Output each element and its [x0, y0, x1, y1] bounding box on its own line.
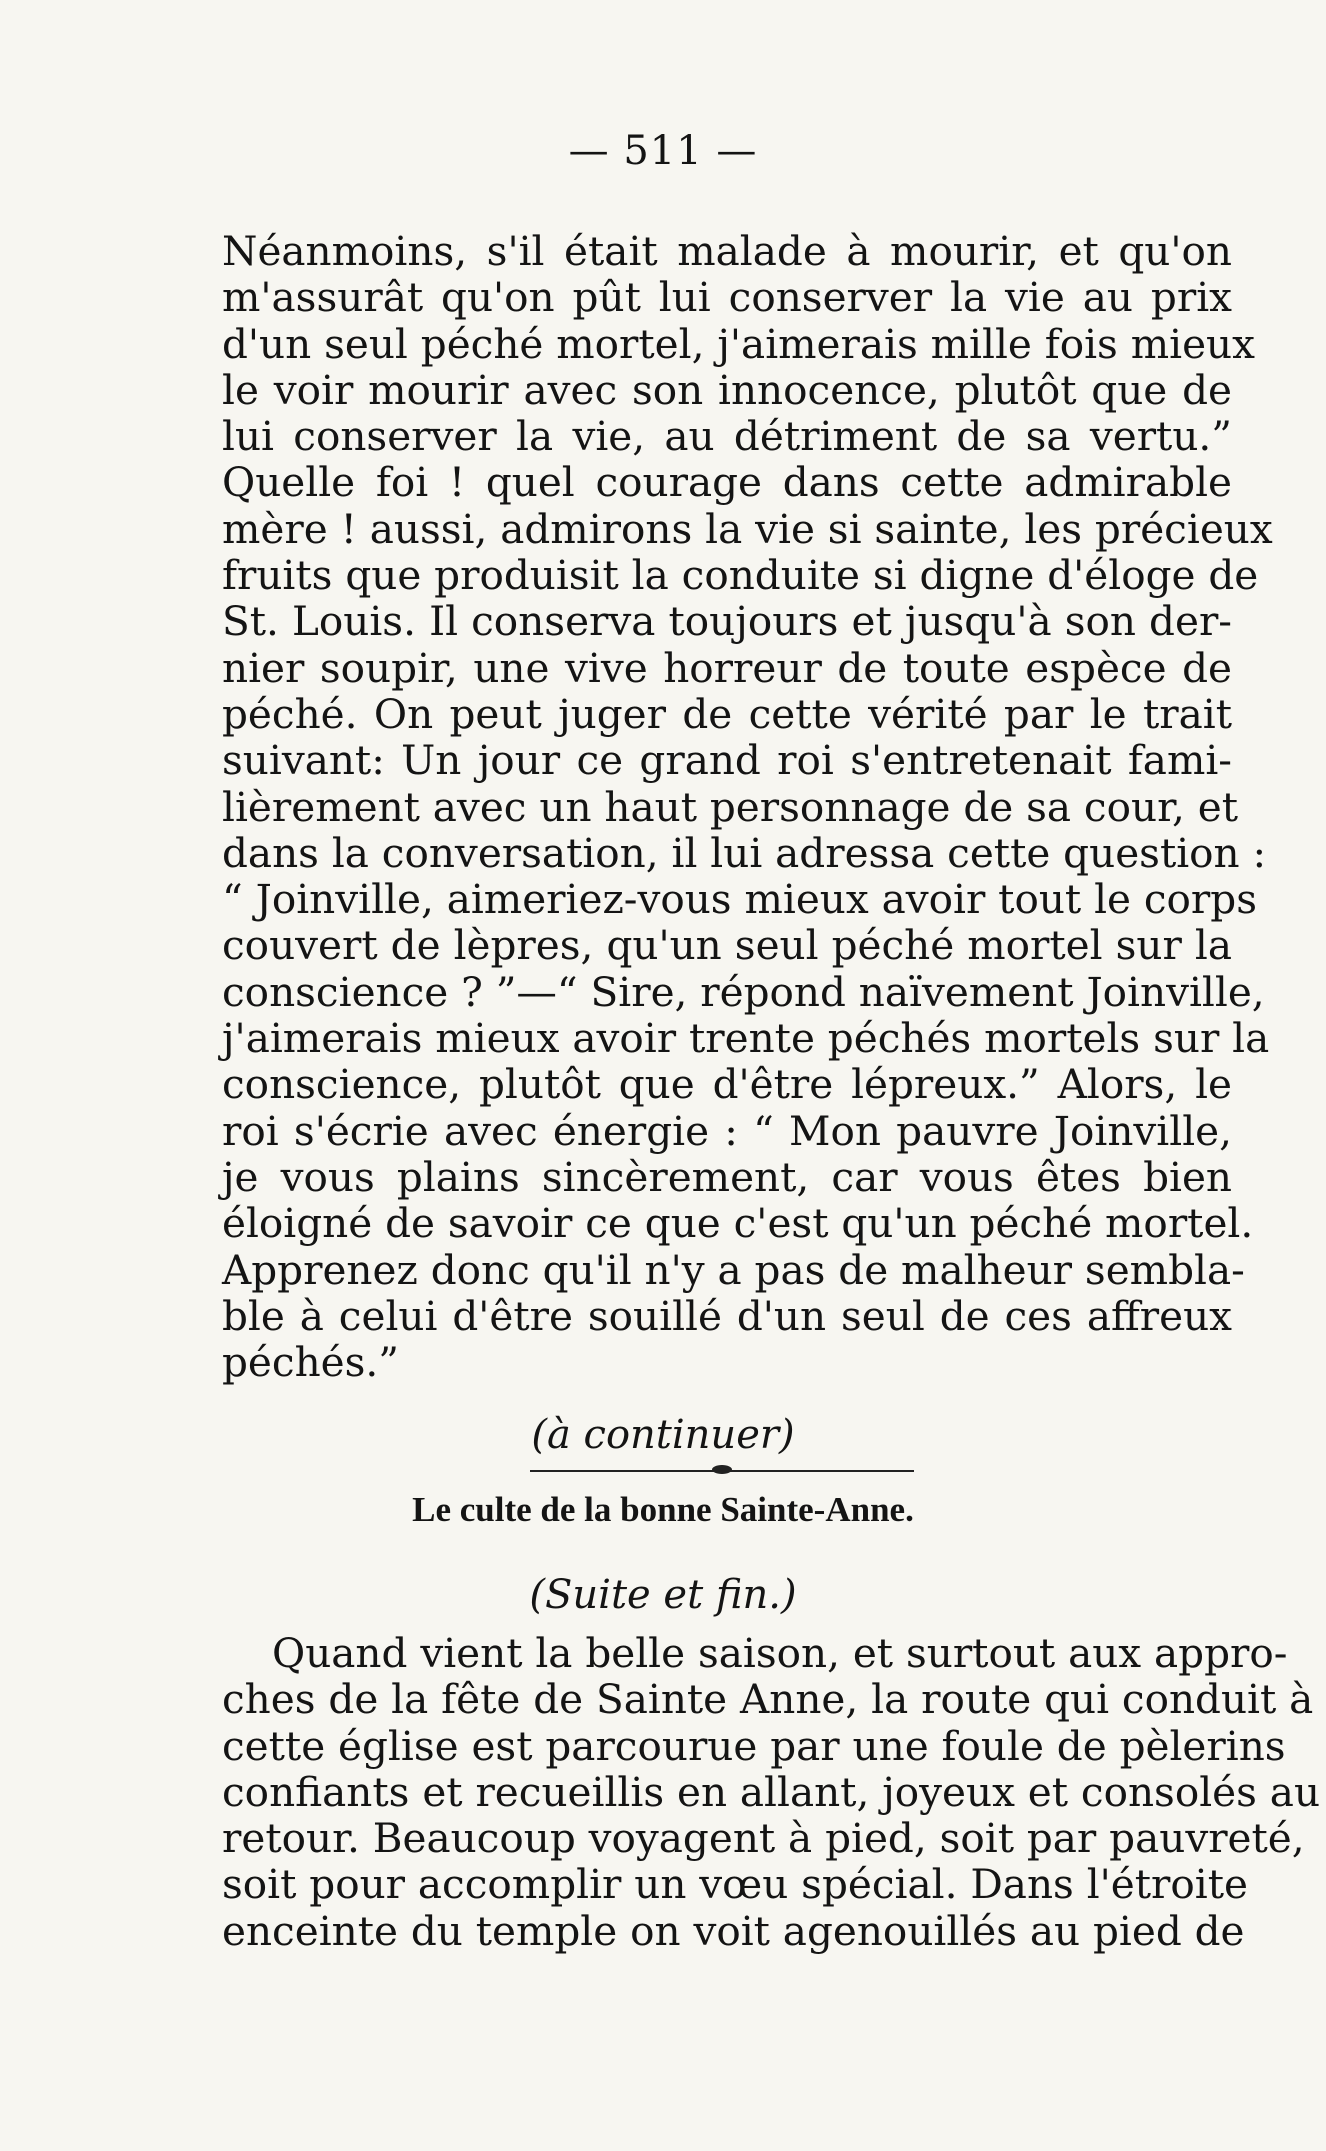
- section-title: Le culte de la bonne Sainte-Anne.: [412, 1490, 914, 1529]
- text-line: Quand vient la belle saison, et surtout aux appro-: [272, 1629, 1288, 1677]
- text-line: St. Louis. Il conserva toujours et jusqu'à son der-: [222, 597, 1232, 646]
- page-number: — 511 —: [568, 128, 758, 174]
- text-line: fruits que produisit la conduite si digne d'éloge de: [222, 551, 1259, 600]
- text-line: enceinte du temple on voit agenouillés au pied de: [222, 1906, 1245, 1955]
- text-line: cette église est parcourue par une foule de pèlerins: [222, 1721, 1286, 1770]
- text-line: éloigné de savoir ce que c'est qu'un péché mortel.: [222, 1199, 1254, 1248]
- divider-ornament: [712, 1465, 732, 1474]
- text-line: lui conserver la vie, au détriment de sa vertu.”: [222, 412, 1232, 461]
- text-line: Quelle foi ! quel courage dans cette admirable: [222, 458, 1232, 507]
- text-line: mère ! aussi, admirons la vie si sainte, les précieux: [222, 504, 1273, 553]
- text-line: lièrement avec un haut personnage de sa cour, et: [222, 782, 1238, 831]
- text-line: conscience ? ”—“ Sire, répond naïvement Joinville,: [222, 967, 1265, 1016]
- text-line: Apprenez donc qu'il n'y a pas de malheur sembla-: [222, 1245, 1245, 1294]
- text-line: le voir mourir avec son innocence, plutôt que de: [222, 365, 1232, 414]
- text-line: je vous plains sincèrement, car vous êtes bien: [222, 1152, 1232, 1201]
- text-line: péchés.”: [222, 1338, 399, 1387]
- text-line: “ Joinville, aimeriez-vous mieux avoir tout le corps: [222, 875, 1258, 924]
- paragraph-1: [222, 227, 1273, 1387]
- text-line: Néanmoins, s'il était malade à mourir, et qu'on: [222, 227, 1232, 275]
- text-line: m'assurât qu'on pût lui conserver la vie au prix: [222, 273, 1232, 322]
- text-line: j'aimerais mieux avoir trente péchés mortels sur la: [222, 1014, 1270, 1063]
- text-line: soit pour accomplir un vœu spécial. Dans l'étroite: [222, 1860, 1248, 1909]
- text-line: suivant: Un jour ce grand roi s'entretenait fami-: [222, 736, 1232, 785]
- text-line: roi s'écrie avec énergie : “ Mon pauvre Joinville,: [222, 1106, 1232, 1155]
- paragraph-2: [222, 1629, 1321, 1955]
- text-line: ches de la fête de Sainte Anne, la route qui conduit à: [222, 1675, 1314, 1724]
- suite-note: (Suite et fin.): [529, 1572, 797, 1618]
- text-line: confiants et recueillis en allant, joyeux et consolés au: [222, 1767, 1321, 1816]
- text-line: nier soupir, une vive horreur de toute espèce de: [222, 643, 1232, 692]
- text-line: d'un seul péché mortel, j'aimerais mille fois mieux: [222, 319, 1255, 368]
- text-line: retour. Beaucoup voyagent à pied, soit par pauvreté,: [222, 1814, 1305, 1863]
- continuation-note: (à continuer): [531, 1412, 795, 1458]
- text-line: couvert de lèpres, qu'un seul péché mortel sur la: [222, 921, 1232, 970]
- text-line: dans la conversation, il lui adressa cette question :: [222, 828, 1267, 877]
- text-line: ble à celui d'être souillé d'un seul de ces affreux: [222, 1291, 1232, 1340]
- text-line: conscience, plutôt que d'être lépreux.” Alors, le: [222, 1060, 1232, 1109]
- text-line: péché. On peut juger de cette vérité par le trait: [222, 689, 1232, 738]
